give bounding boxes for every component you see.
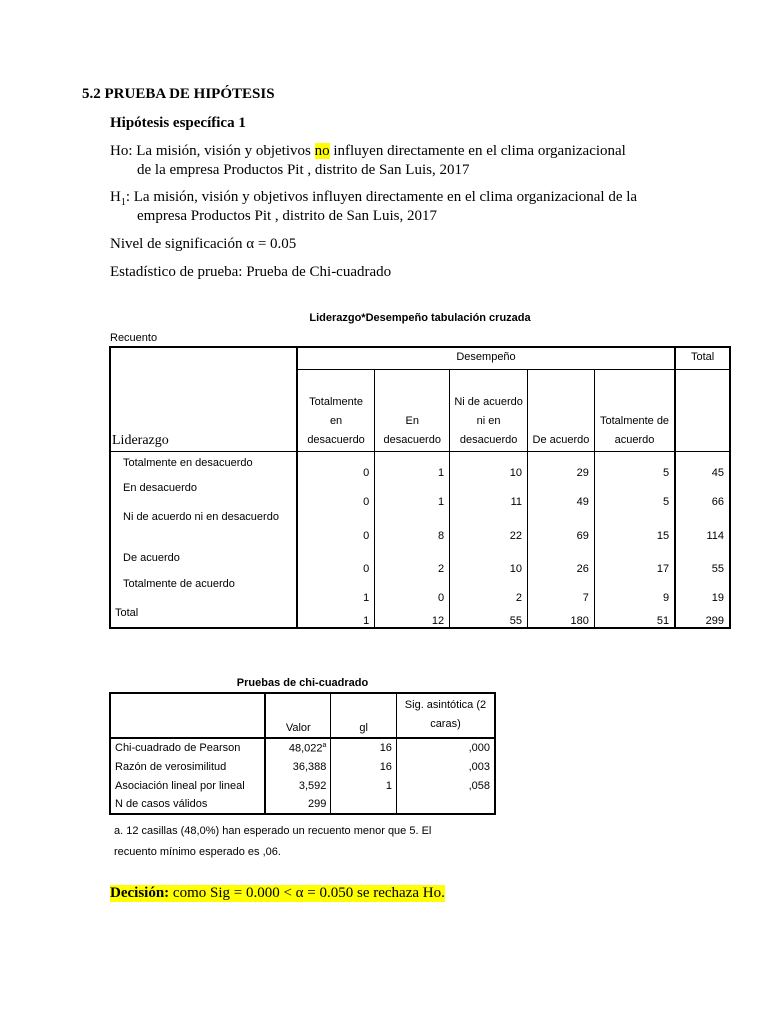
h0-line2: de la empresa Productos Pit , distrito de San Luis, 2017 (137, 162, 470, 178)
table-row (110, 508, 730, 542)
chi-gl: 16 (331, 757, 397, 776)
h1-label: H (110, 189, 121, 205)
h0-highlight-no: no (314, 143, 330, 159)
chi-header-blank (110, 693, 265, 738)
significance-level: Nivel de significación α = 0.05 (110, 236, 297, 252)
cell: 0 (297, 542, 375, 575)
row-total: 114 (675, 508, 730, 542)
cell: 69 (528, 508, 595, 542)
chi-footnote (114, 821, 431, 863)
chi-gl: 1 (331, 776, 397, 795)
chi-row-label: Asociación lineal por lineal (115, 779, 245, 792)
chi-sig: ,003 (396, 757, 495, 776)
decision-label: Decisión: (110, 885, 170, 901)
cell: 9 (594, 575, 675, 604)
grand-total: 299 (675, 604, 730, 628)
cell: 0 (375, 575, 450, 604)
cell: 49 (528, 479, 595, 508)
table-row (110, 795, 495, 814)
row-total: 55 (675, 542, 730, 575)
cell: 5 (594, 479, 675, 508)
cell: 15 (594, 508, 675, 542)
row-label: Totalmente en desacuerdo (123, 456, 253, 469)
chi-valor: 36,388 (265, 757, 331, 776)
crosstab-total-header: Total (675, 347, 730, 369)
chi-valor: 299 (265, 795, 331, 814)
decision-statement (110, 885, 445, 902)
crosstab-caption: Recuento (110, 332, 158, 344)
table-row (110, 575, 730, 604)
chi-header-valor: Valor (265, 693, 331, 738)
chi-gl: 16 (331, 738, 397, 757)
col-header-en-desacuerdo: En desacuerdo (375, 369, 450, 451)
section-title: 5.2 PRUEBA DE HIPÓTESIS (82, 86, 275, 102)
cell: 22 (450, 508, 528, 542)
h1-line2: empresa Productos Pit , distrito de San Luis, 2017 (137, 208, 437, 224)
total-row-label: Total (115, 607, 139, 619)
table-row (110, 776, 495, 795)
chi-header-sig (396, 693, 495, 738)
cell: 29 (528, 451, 595, 479)
chi-sig (396, 795, 495, 814)
chi-header-sig-line2: caras) (430, 718, 461, 730)
col-header-totalmente-de-acuerdo: Totalmente de acuerdo (594, 369, 675, 451)
col-header-total-blank (675, 369, 730, 451)
col-header-de-acuerdo: De acuerdo (528, 369, 595, 451)
h0-line1 (110, 142, 626, 161)
h1-label-subscript: 1 (120, 197, 126, 208)
table-row (110, 757, 495, 776)
table-row (110, 451, 730, 479)
cell: 2 (375, 542, 450, 575)
row-label: En desacuerdo (123, 482, 197, 494)
col-header-totalmente-en-desacuerdo: Totalmente en desacuerdo (297, 369, 375, 451)
table-row (110, 479, 730, 508)
crosstab-title: Liderazgo*Desempeño tabulación cruzada (309, 312, 531, 324)
cell: 7 (528, 575, 595, 604)
chi-header-sig-line1: Sig. asintótica (2 (404, 699, 487, 711)
row-label: Ni de acuerdo ni en desacuerdo (123, 511, 279, 523)
cell: 55 (450, 604, 528, 628)
chi-sig: ,058 (396, 776, 495, 795)
cell: 51 (594, 604, 675, 628)
cell: 2 (450, 575, 528, 604)
cell: 1 (375, 479, 450, 508)
row-label: Totalmente de acuerdo (123, 578, 235, 590)
cell: 12 (375, 604, 450, 628)
h0-label: Ho: (110, 143, 133, 159)
cell: 1 (297, 575, 375, 604)
chi-valor-text: 48,022 (288, 742, 323, 755)
cell: 26 (528, 542, 595, 575)
cell: 0 (297, 451, 375, 479)
crosstab-corner-label: Liderazgo (110, 347, 297, 451)
cell: 17 (594, 542, 675, 575)
col-header-ni-de-acuerdo: Ni de acuerdo ni en desacuerdo (450, 369, 528, 451)
chi-table-title: Pruebas de chi-cuadrado (236, 677, 369, 689)
cell: 1 (375, 451, 450, 479)
cell: 11 (450, 479, 528, 508)
chi-gl (331, 795, 397, 814)
chi-valor: 3,592 (265, 776, 331, 795)
h1-text: La misión, visión y objetivos influyen directamente en el clima organizacional de la (130, 189, 638, 205)
chi-sig: ,000 (396, 738, 495, 757)
h0-text-post: influyen directamente en el clima organizacional (329, 143, 626, 159)
cell: 10 (450, 542, 528, 575)
chi-header-gl: gl (331, 693, 397, 738)
cell: 0 (297, 479, 375, 508)
crosstab-group-header: Desempeño (297, 347, 675, 369)
subheading: Hipótesis específica 1 (110, 115, 246, 131)
row-total: 45 (675, 451, 730, 479)
test-statistic: Estadístico de prueba: Prueba de Chi-cuadrado (110, 264, 392, 280)
row-total: 66 (675, 479, 730, 508)
chi-footnote-line1: a. 12 casillas (48,0%) han esperado un recuento menor que 5. El (114, 825, 432, 837)
chi-row-label: N de casos válidos (115, 798, 208, 810)
cell: 0 (297, 508, 375, 542)
table-row (110, 542, 730, 575)
h1-colon: : (125, 189, 131, 205)
cell: 8 (375, 508, 450, 542)
chi-row-label: Razón de verosimilitud (115, 760, 227, 773)
row-label: De acuerdo (123, 552, 180, 564)
chi-footnote-line2: recuento mínimo esperado es ,06. (114, 846, 281, 858)
cell: 5 (594, 451, 675, 479)
chi-valor (265, 738, 331, 757)
decision-text: como Sig = 0.000 < α = 0.050 se rechaza Ho. (169, 885, 445, 901)
crosstab-table (109, 346, 731, 629)
chi-row-label: Chi-cuadrado de Pearson (115, 742, 241, 754)
chi-square-table (109, 692, 496, 815)
cell: 10 (450, 451, 528, 479)
cell: 180 (528, 604, 595, 628)
h0-text-pre: La misión, visión y objetivos (136, 143, 315, 159)
total-row (110, 604, 730, 628)
table-row (110, 738, 495, 757)
cell: 1 (297, 604, 375, 628)
footnote-marker: a (322, 741, 327, 749)
row-total: 19 (675, 575, 730, 604)
